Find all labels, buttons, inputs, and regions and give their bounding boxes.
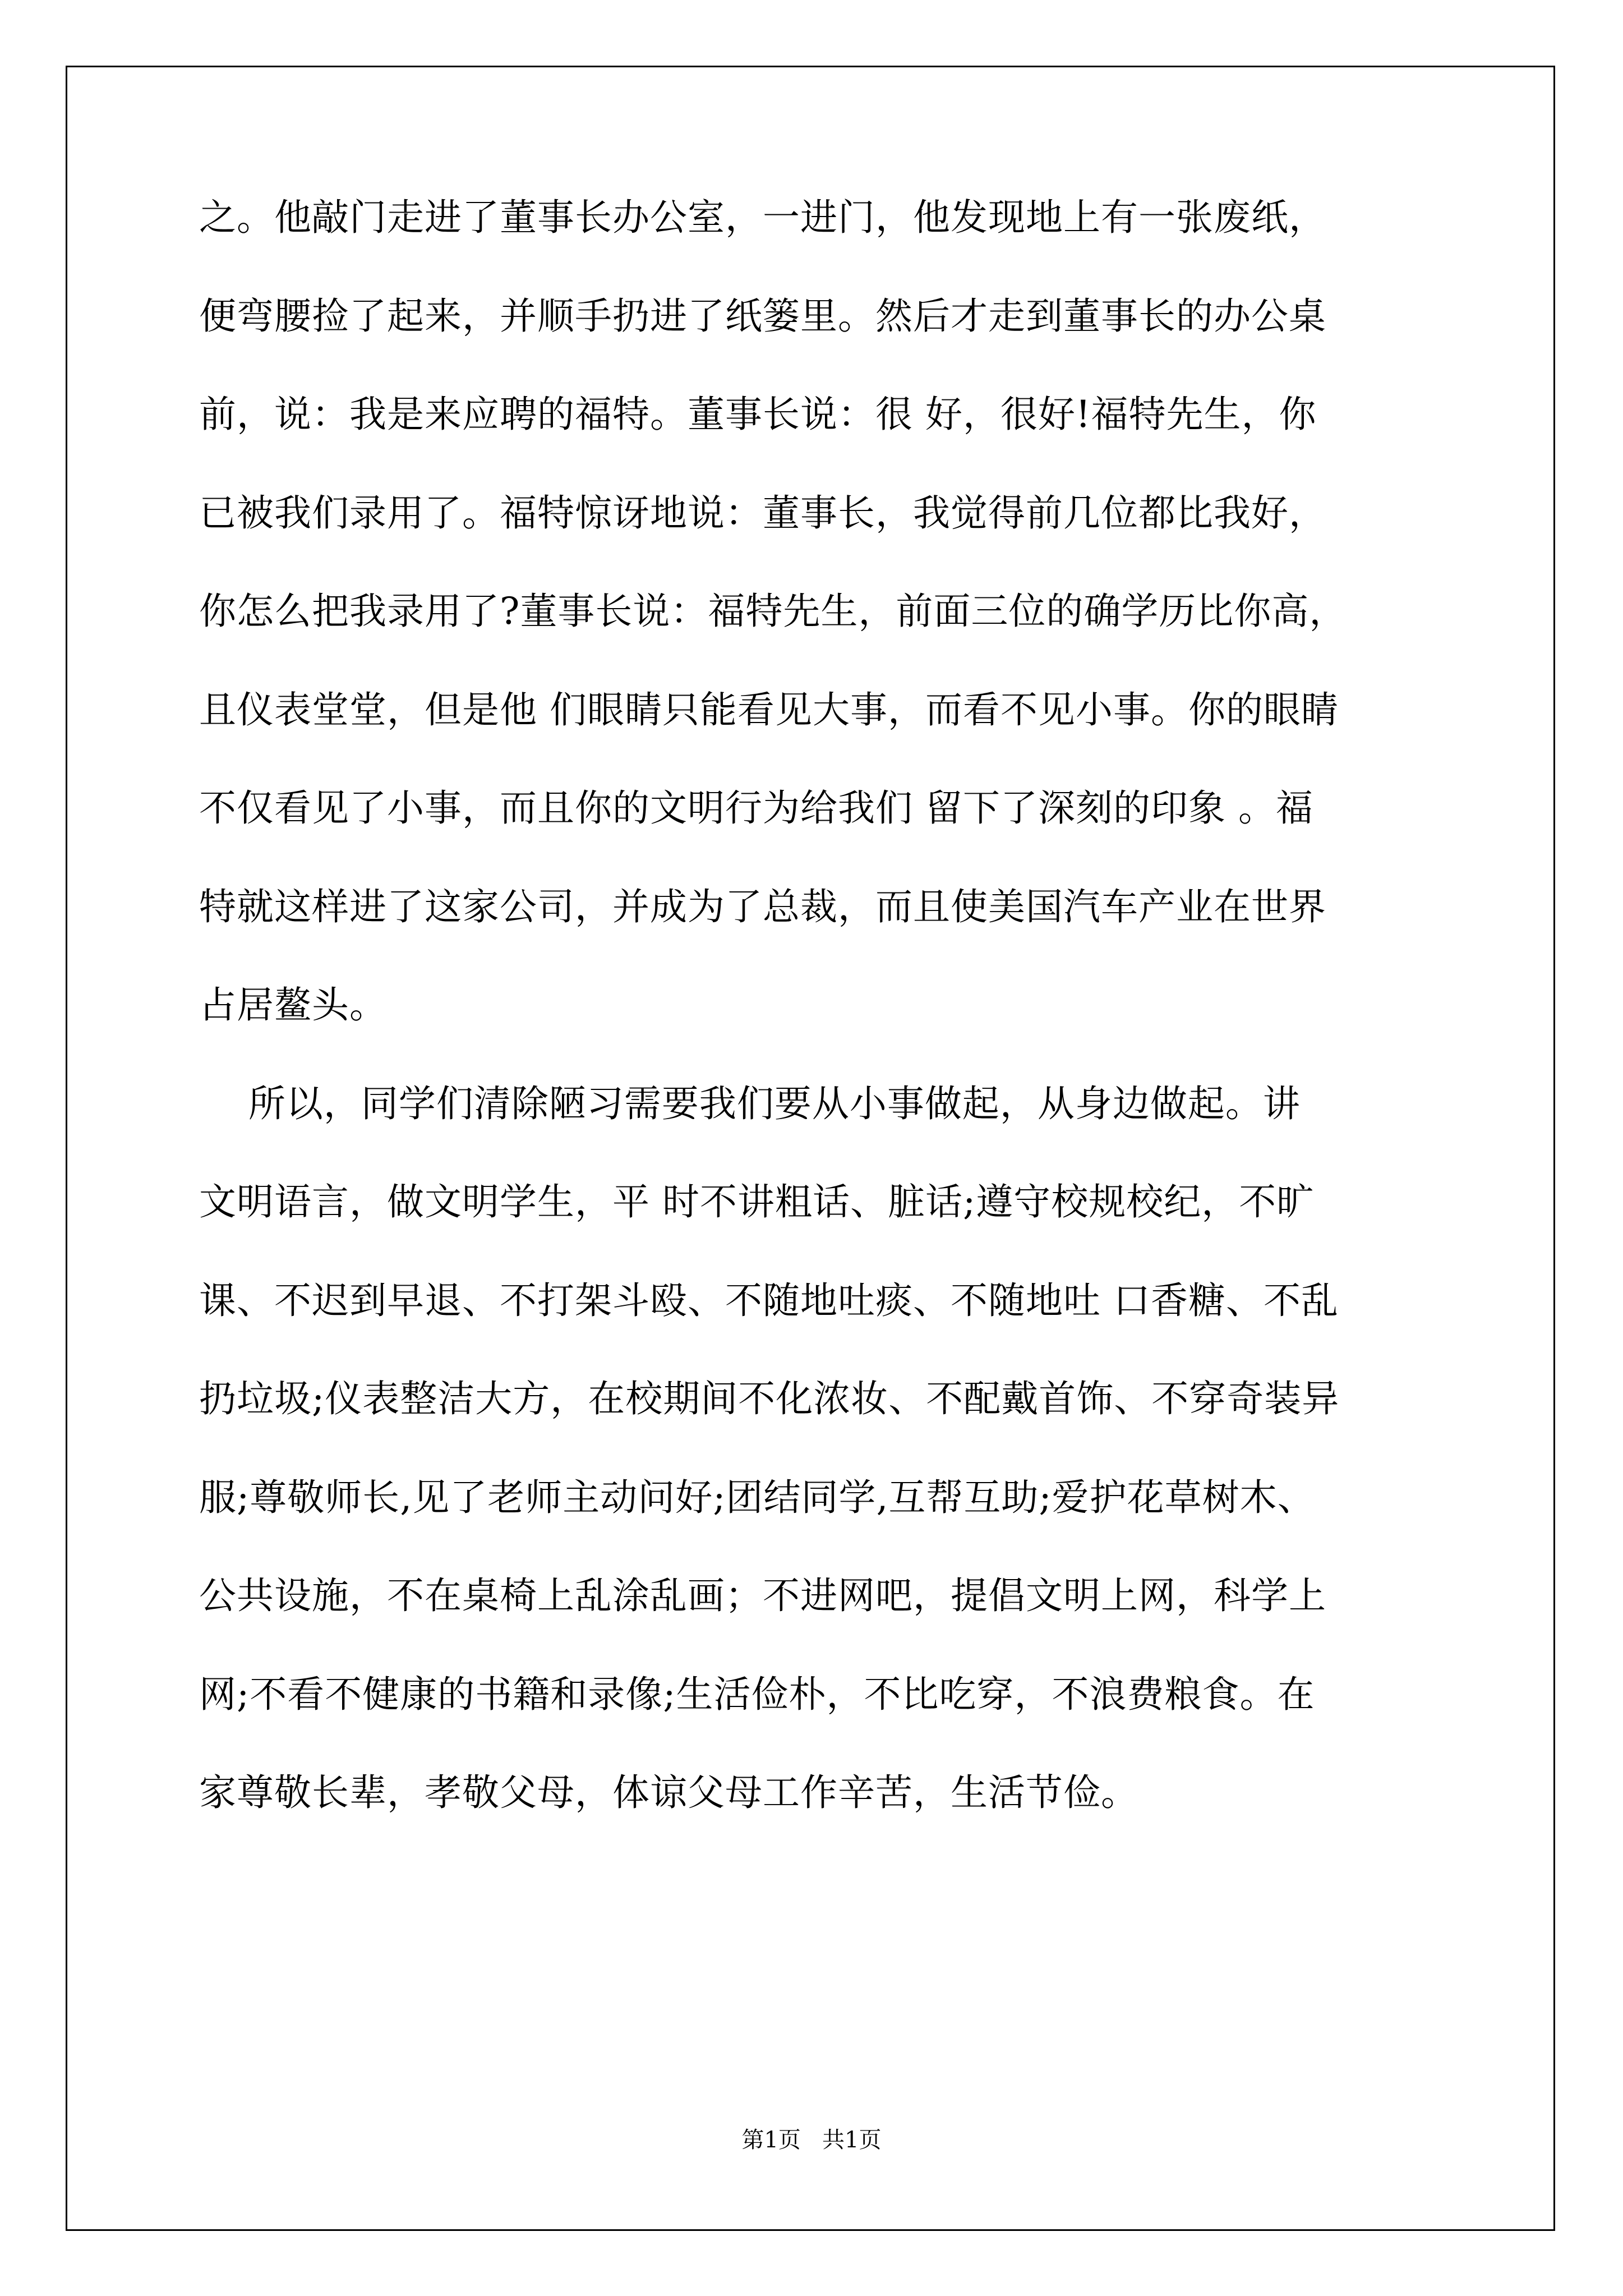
text-line: 便弯腰捡了起来，并顺手扔进了纸篓里。然后才走到董事长的办公桌 [199,294,1326,338]
text-line: 已被我们录用了。福特惊讶地说：董事长，我觉得前几位都比我好， [199,491,1326,535]
text-line: 家尊敬长辈，孝敬父母，体谅父母工作辛苦，生活节俭。 [199,1771,1138,1814]
text-line: 占居鳌头。 [199,983,387,1027]
text-line: 前，说：我是来应聘的福特。董事长说：很 好，很好!福特先生，你 [199,393,1317,436]
text-line: 特就这样进了这家公司，并成为了总裁，而且使美国汽车产业在世界 [199,885,1326,928]
text-line: 公共设施，不在桌椅上乱涂乱画；不进网吧，提倡文明上网，科学上 [199,1574,1326,1617]
document-body [199,168,1433,1842]
text-line: 扔垃圾;仪表整洁大方，在校期间不化浓妆、不配戴首饰、不穿奇装异 [199,1377,1340,1420]
text-line: 所以，同学们清除陋习需要我们要从小事做起，从身边做起。讲 [199,1082,1301,1125]
text-line: 之。他敲门走进了董事长办公室，一进门，他发现地上有一张废纸， [199,196,1326,239]
text-line: 网;不看不健康的书籍和录像;生活俭朴，不比吃穿，不浪费粮食。在 [199,1672,1315,1716]
text-line: 不仅看见了小事，而且你的文明行为给我们 留下了深刻的印象 。福 [199,786,1313,830]
text-line: 课、不迟到早退、不打架斗殴、不随地吐痰、不随地吐 口香糖、不乱 [199,1278,1339,1322]
text-line: 文明语言，做文明学生，平 时不讲粗话、脏话;遵守校规校纪，不旷 [199,1180,1315,1223]
text-line: 且仪表堂堂，但是他 们眼睛只能看见大事，而看不见小事。你的眼睛 [199,688,1339,731]
text-line: 你怎么把我录用了?董事长说：福特先生，前面三位的确学历比你高， [199,590,1347,633]
page-number-footer: 第1页 共1页 [741,2127,882,2153]
text-line: 服;尊敬师长,见了老师主动问好;团结同学,互帮互助;爱护花草树木、 [199,1475,1315,1519]
